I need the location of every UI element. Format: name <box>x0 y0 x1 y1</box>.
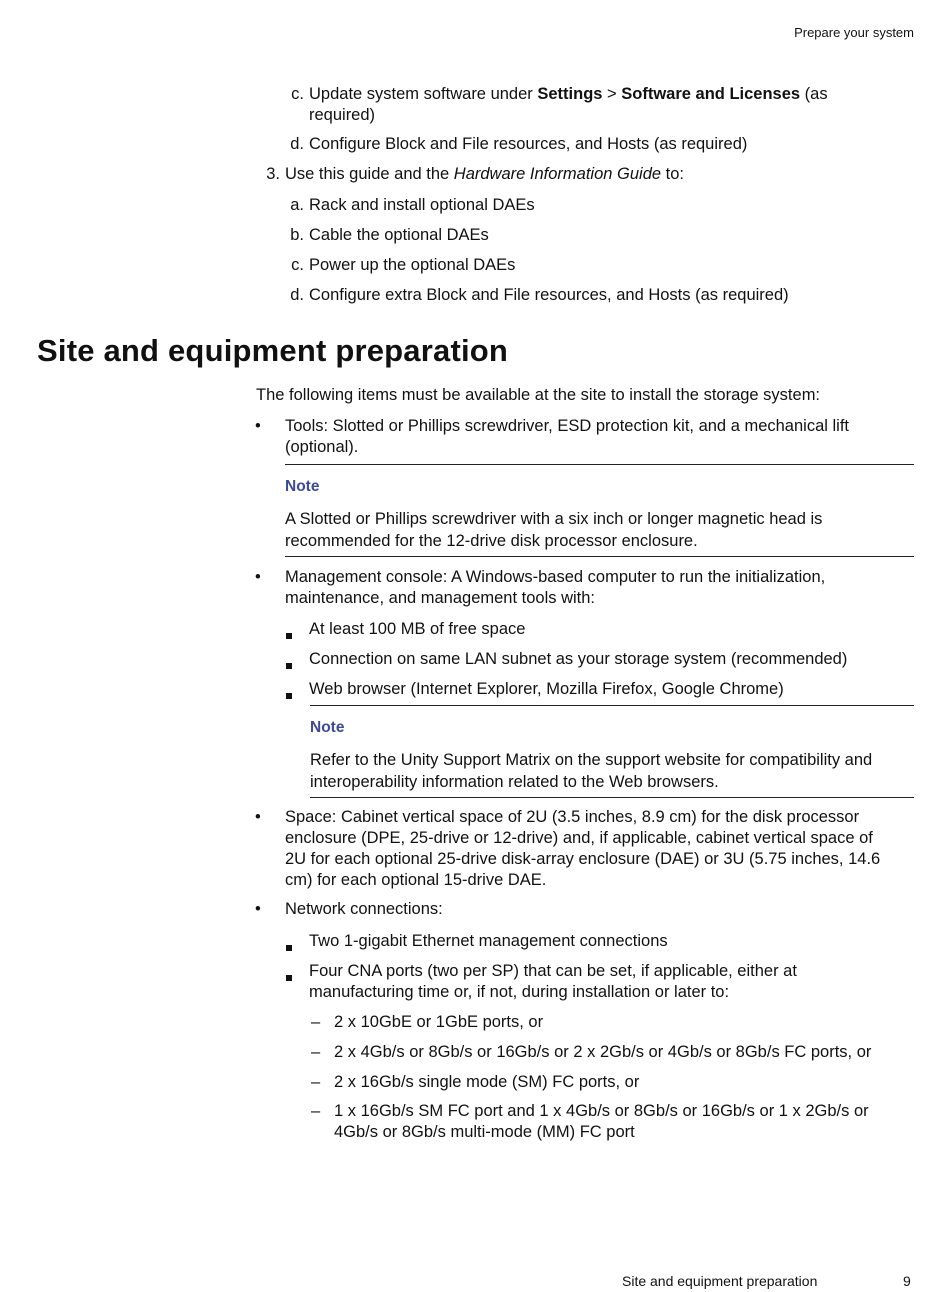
square-bullet <box>286 686 292 704</box>
console-item: Connection on same LAN subnet as your storage system (recommended) <box>309 650 848 668</box>
bullet-marker: • <box>255 417 261 435</box>
console-item: Web browser (Internet Explorer, Mozilla Firefox, Google Chrome) <box>309 680 784 698</box>
page-number: 9 <box>903 1273 911 1289</box>
square-bullet <box>286 656 292 674</box>
dash-marker: – <box>311 1013 321 1031</box>
note-top-rule <box>310 705 914 706</box>
note-bottom-rule <box>285 556 914 557</box>
square-bullet <box>286 626 292 644</box>
square-bullet <box>286 968 292 986</box>
note-bottom-rule <box>310 797 914 798</box>
space-text: cm) for each optional 15-drive DAE. <box>285 871 547 889</box>
port-option: 2 x 4Gb/s or 8Gb/s or 16Gb/s or 2 x 2Gb/s or 4Gb/s or 8Gb/s FC ports, or <box>334 1043 872 1061</box>
note-top-rule <box>285 464 914 465</box>
list-marker: c. <box>291 85 304 103</box>
step-marker: 3. <box>266 165 280 183</box>
note-text-cont: interoperability information related to the Web browsers. <box>310 773 719 791</box>
note-label: Note <box>285 478 320 495</box>
settings-text: Settings <box>537 85 603 103</box>
space-text: enclosure (DPE, 25-drive or 12-drive) and, if applicable, cabinet vertical space of <box>285 829 873 847</box>
dash-marker: – <box>311 1102 321 1120</box>
console-item: At least 100 MB of free space <box>309 620 526 638</box>
port-option: 2 x 16Gb/s single mode (SM) FC ports, or <box>334 1073 640 1091</box>
tools-text: Tools: Slotted or Phillips screwdriver, ESD protection kit, and a mechanical lift <box>285 417 849 435</box>
console-text-cont: maintenance, and management tools with: <box>285 589 596 607</box>
section-heading: Site and equipment preparation <box>37 333 509 368</box>
space-text: Space: Cabinet vertical space of 2U (3.5 inches, 8.9 cm) for the disk processor <box>285 808 860 826</box>
guide-title: Hardware Information Guide <box>453 165 662 183</box>
list-item-configure: Configure Block and File resources, and Hosts (as required) <box>309 135 748 153</box>
bullet-marker: • <box>255 900 261 918</box>
software-licenses-text: Software and Licenses <box>621 85 801 103</box>
port-option-cont: 4Gb/s or 8Gb/s multi-mode (MM) FC port <box>334 1123 635 1141</box>
square-bullet <box>286 938 292 956</box>
list-marker: c. <box>291 256 304 274</box>
list-marker: a. <box>290 196 304 214</box>
list-item: Power up the optional DAEs <box>309 256 516 274</box>
list-marker: d. <box>290 135 304 153</box>
dash-marker: – <box>311 1073 321 1091</box>
tools-text-cont: (optional). <box>285 438 359 456</box>
list-item: Cable the optional DAEs <box>309 226 489 244</box>
bullet-marker: • <box>255 808 261 826</box>
list-item-continuation: required) <box>309 106 376 124</box>
note-text-cont: recommended for the 12-drive disk processor enclosure. <box>285 532 698 550</box>
running-header: Prepare your system <box>794 25 914 40</box>
step-3-text: Use this guide and the Hardware Information Guide to: <box>285 165 684 183</box>
network-item: Four CNA ports (two per SP) that can be set, if applicable, either at <box>309 962 797 980</box>
list-item: Configure extra Block and File resources, and Hosts (as required) <box>309 286 789 304</box>
note-text: A Slotted or Phillips screwdriver with a six inch or longer magnetic head is <box>285 510 823 528</box>
note-text: Refer to the Unity Support Matrix on the support website for compatibility and <box>310 751 873 769</box>
footer-section-title: Site and equipment preparation <box>622 1273 818 1289</box>
network-item-cont: manufacturing time or, if not, during installation or later to: <box>309 983 730 1001</box>
console-text: Management console: A Windows-based computer to run the initialization, <box>285 568 826 586</box>
list-marker: d. <box>290 286 304 304</box>
space-text: 2U for each optional 25-drive disk-array enclosure (DAE) or 3U (5.75 inches, 14.6 <box>285 850 881 868</box>
list-item: Rack and install optional DAEs <box>309 196 535 214</box>
list-marker: b. <box>290 226 304 244</box>
bullet-marker: • <box>255 568 261 586</box>
dash-marker: – <box>311 1043 321 1061</box>
network-item: Two 1-gigabit Ethernet management connections <box>309 932 668 950</box>
section-intro: The following items must be available at the site to install the storage system: <box>256 386 821 404</box>
note-label: Note <box>310 719 345 736</box>
port-option: 2 x 10GbE or 1GbE ports, or <box>334 1013 544 1031</box>
network-text: Network connections: <box>285 900 443 918</box>
list-item-update-software: Update system software under Settings > Software and Licenses (as <box>309 85 828 103</box>
port-option: 1 x 16Gb/s SM FC port and 1 x 4Gb/s or 8Gb/s or 16Gb/s or 1 x 2Gb/s or <box>334 1102 869 1120</box>
